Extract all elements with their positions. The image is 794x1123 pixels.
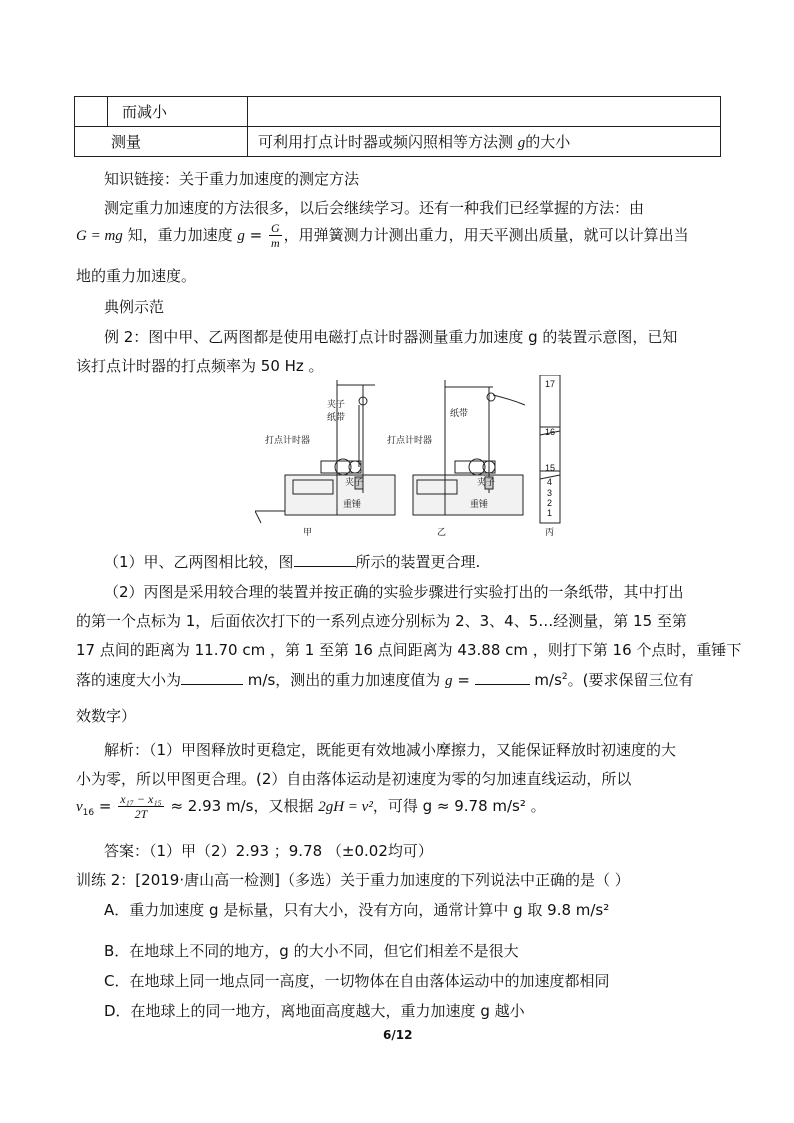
link-title: 知识链接：关于重力加速度的测定方法 [104,170,360,188]
table-row [75,127,721,157]
table-row [75,97,721,127]
tape-label: 17 [545,379,556,389]
answer-blank-g[interactable] [475,670,530,685]
question-line: 例 2：图中甲、乙两图都是使用电磁打点计时器测量重力加速度 g 的装置示意图，已知 [104,328,678,346]
caption-yi: 乙 [437,527,447,537]
analysis-formula: $v_{16}$ = $\frac{\text{x₁₇ − x₁₅}}{2T}$ ≈ 2.93 m/s，又根据 2gH = v²，可得 g ≈ 9.78 m/s² 。 [76,792,546,821]
option-b[interactable]: B．在地球上不同的地方，g 的大小不同，但它们相差不是很大 [104,942,519,960]
option-c[interactable]: C．在地球上同一地点同一高度，一切物体在自由落体运动中的加速度都相同 [104,972,610,990]
property-table [74,96,721,157]
apparatus-figure [255,375,575,545]
tape-label: 1 [547,508,553,518]
tape-label: 16 [545,427,556,437]
sub-question-2-line: （2）丙图是采用较合理的装置并按正确的实验步骤进行实验打出的一条纸带，其中打出 [104,583,684,601]
sub-question-2-line: 效数字） [76,707,137,725]
table-cell: 而减小 [108,97,248,127]
label-timer-yi: 打点计时器 [387,435,433,445]
label-zhidai-yi: 纸带 [450,408,469,418]
link-paragraph-formula: G = mg 知，重力加速度 g = $\frac{G}{m}$ ，用弹簧测力计测出重力，用天平测出质量，就可以计算出当 [76,221,689,250]
table-cell [248,97,721,127]
analysis-line: 小为零，所以甲图更合理。(2）自由落体运动是初速度为零的匀加速直线运动，所以 [76,770,632,788]
link-paragraph: 地的重力加速度。 [76,267,197,285]
apparatus-yi [413,380,525,515]
link-paragraph: 测定重力加速度的方法很多，以后会继续学习。还有一种我们已经掌握的方法：由 [104,199,645,217]
label-jiazi: 夹子 [327,399,346,409]
table-cell-label: 测量 [75,127,248,157]
sub-question-2-line: 的第一个点标为 1，后面依次打下的一系列点迹分别标为 2、3、4、5…经测量，第 15 至第 [76,612,687,630]
tape-label: 2 [547,498,553,508]
option-a[interactable]: A．重力加速度 g 是标量，只有大小，没有方向，通常计算中 g 取 9.8 m/s² [104,901,610,919]
label-jiazi-yi: 夹子 [477,477,496,487]
label-timer: 打点计时器 [265,435,311,445]
tape-label: 15 [545,463,556,473]
label-jiazi2: 夹子 [345,477,364,487]
label-zhidai: 纸带 [327,412,346,422]
tape-label: 3 [547,488,553,498]
training-question: 训练 2：[2019·唐山高一检测]（多选）关于重力加速度的下列说法中正确的是（ ） [76,871,630,889]
label-chuizi: 重锤 [343,499,362,509]
page-number: 6/12 [383,1028,413,1042]
question-line: 该打点计时器的打点频率为 50 Hz 。 [76,357,324,375]
answer-line: 答案：（1）甲（2）2.93 ；9.78 （±0.02均可） [104,842,433,860]
sub-question-2-line: 落的速度大小为 m/s，测出的重力加速度值为 $g = m/s^2$。(要求保留三位有 [76,671,694,689]
apparatus-jia [255,380,395,523]
sub-question-2-line: 17 点间的距离为 11.70 cm ，第 1 至第 16 点间距离为 43.88 cm ，则打下第 16 个点时，重锤下 [76,641,742,659]
example-heading: 典例示范 [104,298,165,316]
table-cell: 可利用打点计时器或频闪照相等方法测 g的大小 [248,127,721,157]
caption-jia: 甲 [303,527,313,537]
caption-bing: 丙 [545,527,555,537]
tape-label: 4 [547,477,553,487]
label-chuizi-yi: 重锤 [470,499,489,509]
answer-blank[interactable] [294,552,356,567]
answer-blank-velocity[interactable] [181,670,243,685]
sub-question-1: （1）甲、乙两图相比较，图 所示的装置更合理. [104,553,481,571]
option-d[interactable]: D．在地球上的同一地方，离地面高度越大，重力加速度 g 越小 [104,1002,525,1020]
analysis-line: 解析：（1）甲图释放时更稳定，既能更有效地减小摩擦力，又能保证释放时初速度的大 [104,741,677,759]
